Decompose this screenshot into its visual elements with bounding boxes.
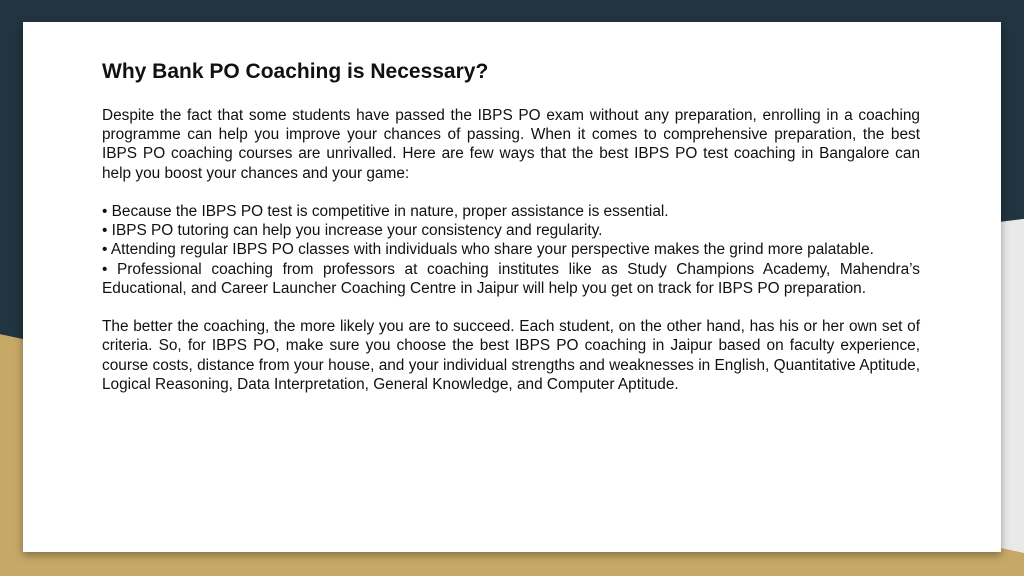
bullet-item-1: • Because the IBPS PO test is competitive in nature, proper assistance is essential. [102,203,669,220]
bullet-item-2: • IBPS PO tutoring can help you increase your consistency and regularity. [102,222,603,240]
bullet-item-4: • Professional coaching from professors at coaching institutes like as Study Champions Academy, Mahendra’s Educational, and Career Launcher Coaching Centre in Jaipur will help you get on track for IBPS PO preparation. [102,260,920,297]
intro-paragraph: Despite the fact that some students have passed the IBPS PO exam without any preparation, enrolling in a coaching programme can help you improve your chances of passing. When it comes to comprehensive preparation, the best IBPS PO coaching courses are unrivalled. Here are few ways that the best IBPS PO test coaching in Bangalore can help you boost your chances and your game: [102,107,920,182]
spacer [102,298,920,317]
slide-panel [23,22,1001,552]
spacer [102,183,920,202]
slide-title: Why Bank PO Coaching is Necessary? [102,60,489,83]
bullet-item-3: • Attending regular IBPS PO classes with individuals who share your perspective makes the grind more palatable. [102,241,874,259]
slide-content [102,60,920,394]
closing-paragraph: The better the coaching, the more likely you are to succeed. Each student, on the other hand, has his or her own set of criteria. So, for IBPS PO, make sure you choose the best IBPS PO coaching in Jaipur based on faculty experience, course costs, distance from your house, and your individual strengths and weaknesses in English, Quantitative Aptitude, Logical Reasoning, Data Interpretation, General Knowledge, and Computer Aptitude. [102,318,920,393]
